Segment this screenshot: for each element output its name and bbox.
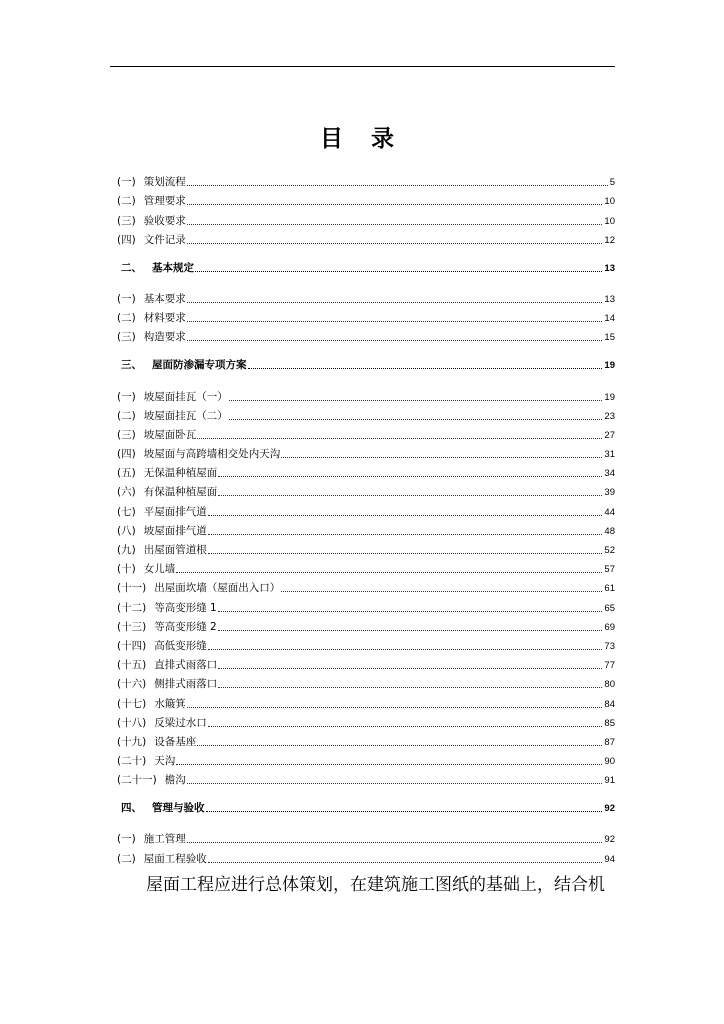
toc-leader (218, 668, 602, 669)
toc-entry[interactable] (117, 827, 615, 846)
toc-label: 侧排式雨落口 (154, 678, 218, 691)
toc-leader (208, 726, 603, 727)
toc-page: 13 (604, 262, 615, 274)
toc-entry[interactable] (117, 711, 615, 730)
toc-entry[interactable] (117, 615, 615, 634)
toc-page: 5 (609, 177, 615, 189)
toc-leader (187, 707, 603, 708)
toc-label: 基本规定 (152, 261, 194, 274)
toc-leader (218, 611, 603, 612)
toc-label: 材料要求 (143, 312, 186, 325)
toc-number: (二) (117, 409, 136, 422)
toc-label: 管理与验收 (152, 802, 205, 815)
toc-leader (208, 534, 603, 535)
toc-page: 90 (604, 756, 615, 768)
toc-leader (176, 764, 602, 765)
toc-page: 94 (604, 853, 615, 865)
toc-number: (一) (117, 390, 136, 403)
toc-leader (206, 811, 603, 812)
toc-number: (一) (117, 176, 136, 189)
body-paragraph: 屋面工程应进行总体策划，在建筑施工图纸的基础上，结合机 (146, 875, 605, 895)
toc-label: 坡屋面挂瓦（二） (143, 409, 228, 422)
header-rule (110, 66, 615, 67)
toc-number: (五) (117, 467, 136, 480)
toc-entry[interactable] (117, 557, 615, 576)
toc-entry[interactable] (117, 576, 615, 595)
toc-label: 屋面防渗漏专项方案 (152, 359, 247, 372)
toc-entry[interactable] (117, 846, 615, 865)
toc-label: 基本要求 (143, 292, 186, 305)
toc-page: 39 (604, 487, 615, 499)
toc-page: 19 (604, 391, 615, 403)
page-title: 目 录 (319, 126, 404, 152)
toc-entry[interactable] (117, 749, 615, 768)
toc-label: 女儿墙 (143, 563, 176, 576)
toc-entry[interactable] (117, 653, 615, 672)
toc-number: (十二) (117, 601, 147, 614)
toc-label: 坡屋面挂瓦（一） (143, 390, 228, 403)
toc-page: 13 (604, 293, 615, 305)
toc-entry[interactable] (117, 170, 615, 189)
toc-label: 等高变形缝 2 (154, 620, 217, 633)
toc-leader (248, 368, 603, 369)
toc-number: (十九) (117, 735, 147, 748)
toc-page: 77 (604, 660, 615, 672)
toc-leader (208, 649, 603, 650)
toc-page: 10 (604, 196, 615, 208)
toc-number: (十) (117, 563, 136, 576)
toc-number: (二十) (117, 755, 147, 768)
toc-page: 48 (604, 525, 615, 537)
toc-number: (四) (117, 233, 136, 246)
toc-entry[interactable] (117, 442, 615, 461)
toc-number: (十一) (117, 582, 147, 595)
toc-page: 61 (604, 583, 615, 595)
toc-label: 无保温种植屋面 (143, 467, 218, 480)
toc-page: 91 (604, 775, 615, 787)
toc-leader (218, 495, 602, 496)
toc-label: 水簸箕 (154, 697, 186, 710)
toc-number: (八) (117, 524, 136, 537)
toc-entry[interactable] (117, 208, 615, 227)
toc-page: 84 (604, 698, 615, 710)
toc-section[interactable] (117, 351, 615, 372)
toc-page: 14 (604, 313, 615, 325)
toc-page: 69 (604, 621, 615, 633)
toc-leader (218, 687, 602, 688)
toc-label: 檐沟 (164, 774, 186, 787)
toc-leader (208, 862, 603, 863)
toc-entry[interactable] (117, 730, 615, 749)
toc-leader (187, 185, 608, 186)
toc-number: 三、 (121, 359, 142, 372)
toc-entry[interactable] (117, 287, 615, 306)
toc-number: (十六) (117, 678, 147, 691)
toc-number: (二十一) (117, 774, 157, 787)
toc-page: 65 (604, 602, 615, 614)
toc-entry[interactable] (117, 538, 615, 557)
toc-entry[interactable] (117, 423, 615, 442)
toc-page: 10 (604, 215, 615, 227)
toc-page: 52 (604, 545, 615, 556)
toc-leader (187, 783, 603, 784)
toc-leader (229, 400, 603, 401)
toc-entry[interactable] (117, 672, 615, 691)
toc-leader (187, 204, 603, 205)
toc-entry[interactable] (117, 189, 615, 208)
toc-leader (281, 457, 602, 458)
toc-leader (218, 630, 603, 631)
toc-number: (十三) (117, 620, 147, 633)
toc-entry[interactable] (117, 306, 615, 325)
table-of-contents (117, 170, 615, 866)
toc-entry[interactable] (117, 519, 615, 538)
toc-label: 直排式雨落口 (154, 659, 218, 672)
toc-number: (二) (117, 312, 136, 325)
toc-number: (七) (117, 505, 136, 518)
toc-leader (187, 842, 603, 843)
toc-leader (187, 340, 603, 341)
toc-number: (六) (117, 486, 136, 499)
toc-entry[interactable] (117, 595, 615, 614)
toc-label: 出屋面坎墙（屋面出入口） (154, 582, 281, 595)
toc-number: (二) (117, 195, 136, 208)
toc-page: 73 (604, 640, 615, 652)
toc-entry[interactable] (117, 384, 615, 403)
toc-leader (208, 553, 603, 554)
toc-number: (二) (117, 852, 136, 865)
toc-label: 天沟 (154, 755, 176, 768)
toc-page: 12 (604, 234, 615, 246)
toc-leader (281, 591, 602, 592)
toc-number: 二、 (121, 261, 142, 274)
toc-section[interactable] (117, 794, 615, 815)
toc-number: (三) (117, 214, 136, 227)
toc-entry[interactable] (117, 404, 615, 423)
toc-leader (229, 419, 603, 420)
toc-label: 有保温种植屋面 (143, 486, 218, 499)
toc-label: 高低变形缝 (154, 639, 207, 652)
toc-page: 31 (604, 449, 615, 461)
toc-entry[interactable] (117, 480, 615, 499)
toc-number: (一) (117, 833, 136, 846)
toc-leader (187, 243, 603, 244)
toc-label: 坡屋面排气道 (143, 524, 207, 537)
toc-label: 文件记录 (143, 233, 186, 246)
toc-leader (195, 271, 602, 272)
toc-leader (208, 515, 603, 516)
toc-number: (十七) (117, 697, 147, 710)
toc-page: 23 (604, 410, 615, 422)
toc-leader (197, 438, 602, 439)
toc-number: (十五) (117, 659, 147, 672)
toc-entry[interactable] (117, 325, 615, 344)
toc-page: 27 (604, 429, 615, 441)
toc-number: (一) (117, 292, 136, 305)
toc-section[interactable] (117, 254, 615, 275)
toc-label: 坡屋面与高跨墙相交处内天沟 (143, 448, 281, 461)
toc-leader (187, 302, 603, 303)
toc-label: 验收要求 (143, 214, 186, 227)
toc-number: (三) (117, 331, 136, 344)
toc-label: 施工管理 (143, 833, 186, 846)
toc-label: 出屋面管道根 (143, 544, 207, 556)
toc-page: 34 (604, 468, 615, 480)
toc-label: 平屋面排气道 (143, 505, 207, 518)
toc-label: 等高变形缝 1 (154, 601, 217, 614)
toc-entry[interactable] (117, 499, 615, 518)
toc-page: 19 (604, 360, 615, 372)
toc-page: 57 (604, 564, 615, 576)
toc-number: (三) (117, 428, 136, 441)
toc-leader (176, 572, 602, 573)
toc-leader (218, 476, 602, 477)
toc-label: 管理要求 (143, 195, 186, 208)
toc-label: 反梁过水口 (154, 716, 207, 729)
toc-label: 坡屋面卧瓦 (143, 428, 197, 441)
toc-page: 92 (604, 834, 615, 846)
toc-label: 屋面工程验收 (143, 852, 207, 865)
toc-page: 15 (604, 332, 615, 344)
toc-label: 构造要求 (143, 331, 186, 344)
toc-page: 85 (604, 717, 615, 729)
toc-number: (四) (117, 448, 136, 461)
toc-leader (187, 224, 603, 225)
toc-label: 策划流程 (143, 176, 186, 189)
toc-page: 80 (604, 679, 615, 691)
toc-entry[interactable] (117, 768, 615, 787)
toc-entry[interactable] (117, 691, 615, 710)
toc-page: 44 (604, 506, 615, 518)
toc-number: (九) (117, 544, 136, 556)
toc-entry[interactable] (117, 634, 615, 653)
toc-number: (十八) (117, 716, 147, 729)
toc-leader (187, 321, 603, 322)
toc-label: 设备基座 (154, 735, 197, 748)
toc-leader (197, 745, 602, 746)
toc-entry[interactable] (117, 461, 615, 480)
toc-number: 四、 (121, 802, 142, 815)
toc-entry[interactable] (117, 228, 615, 247)
toc-number: (十四) (117, 639, 147, 652)
toc-page: 87 (604, 736, 615, 748)
toc-page: 92 (604, 803, 615, 815)
